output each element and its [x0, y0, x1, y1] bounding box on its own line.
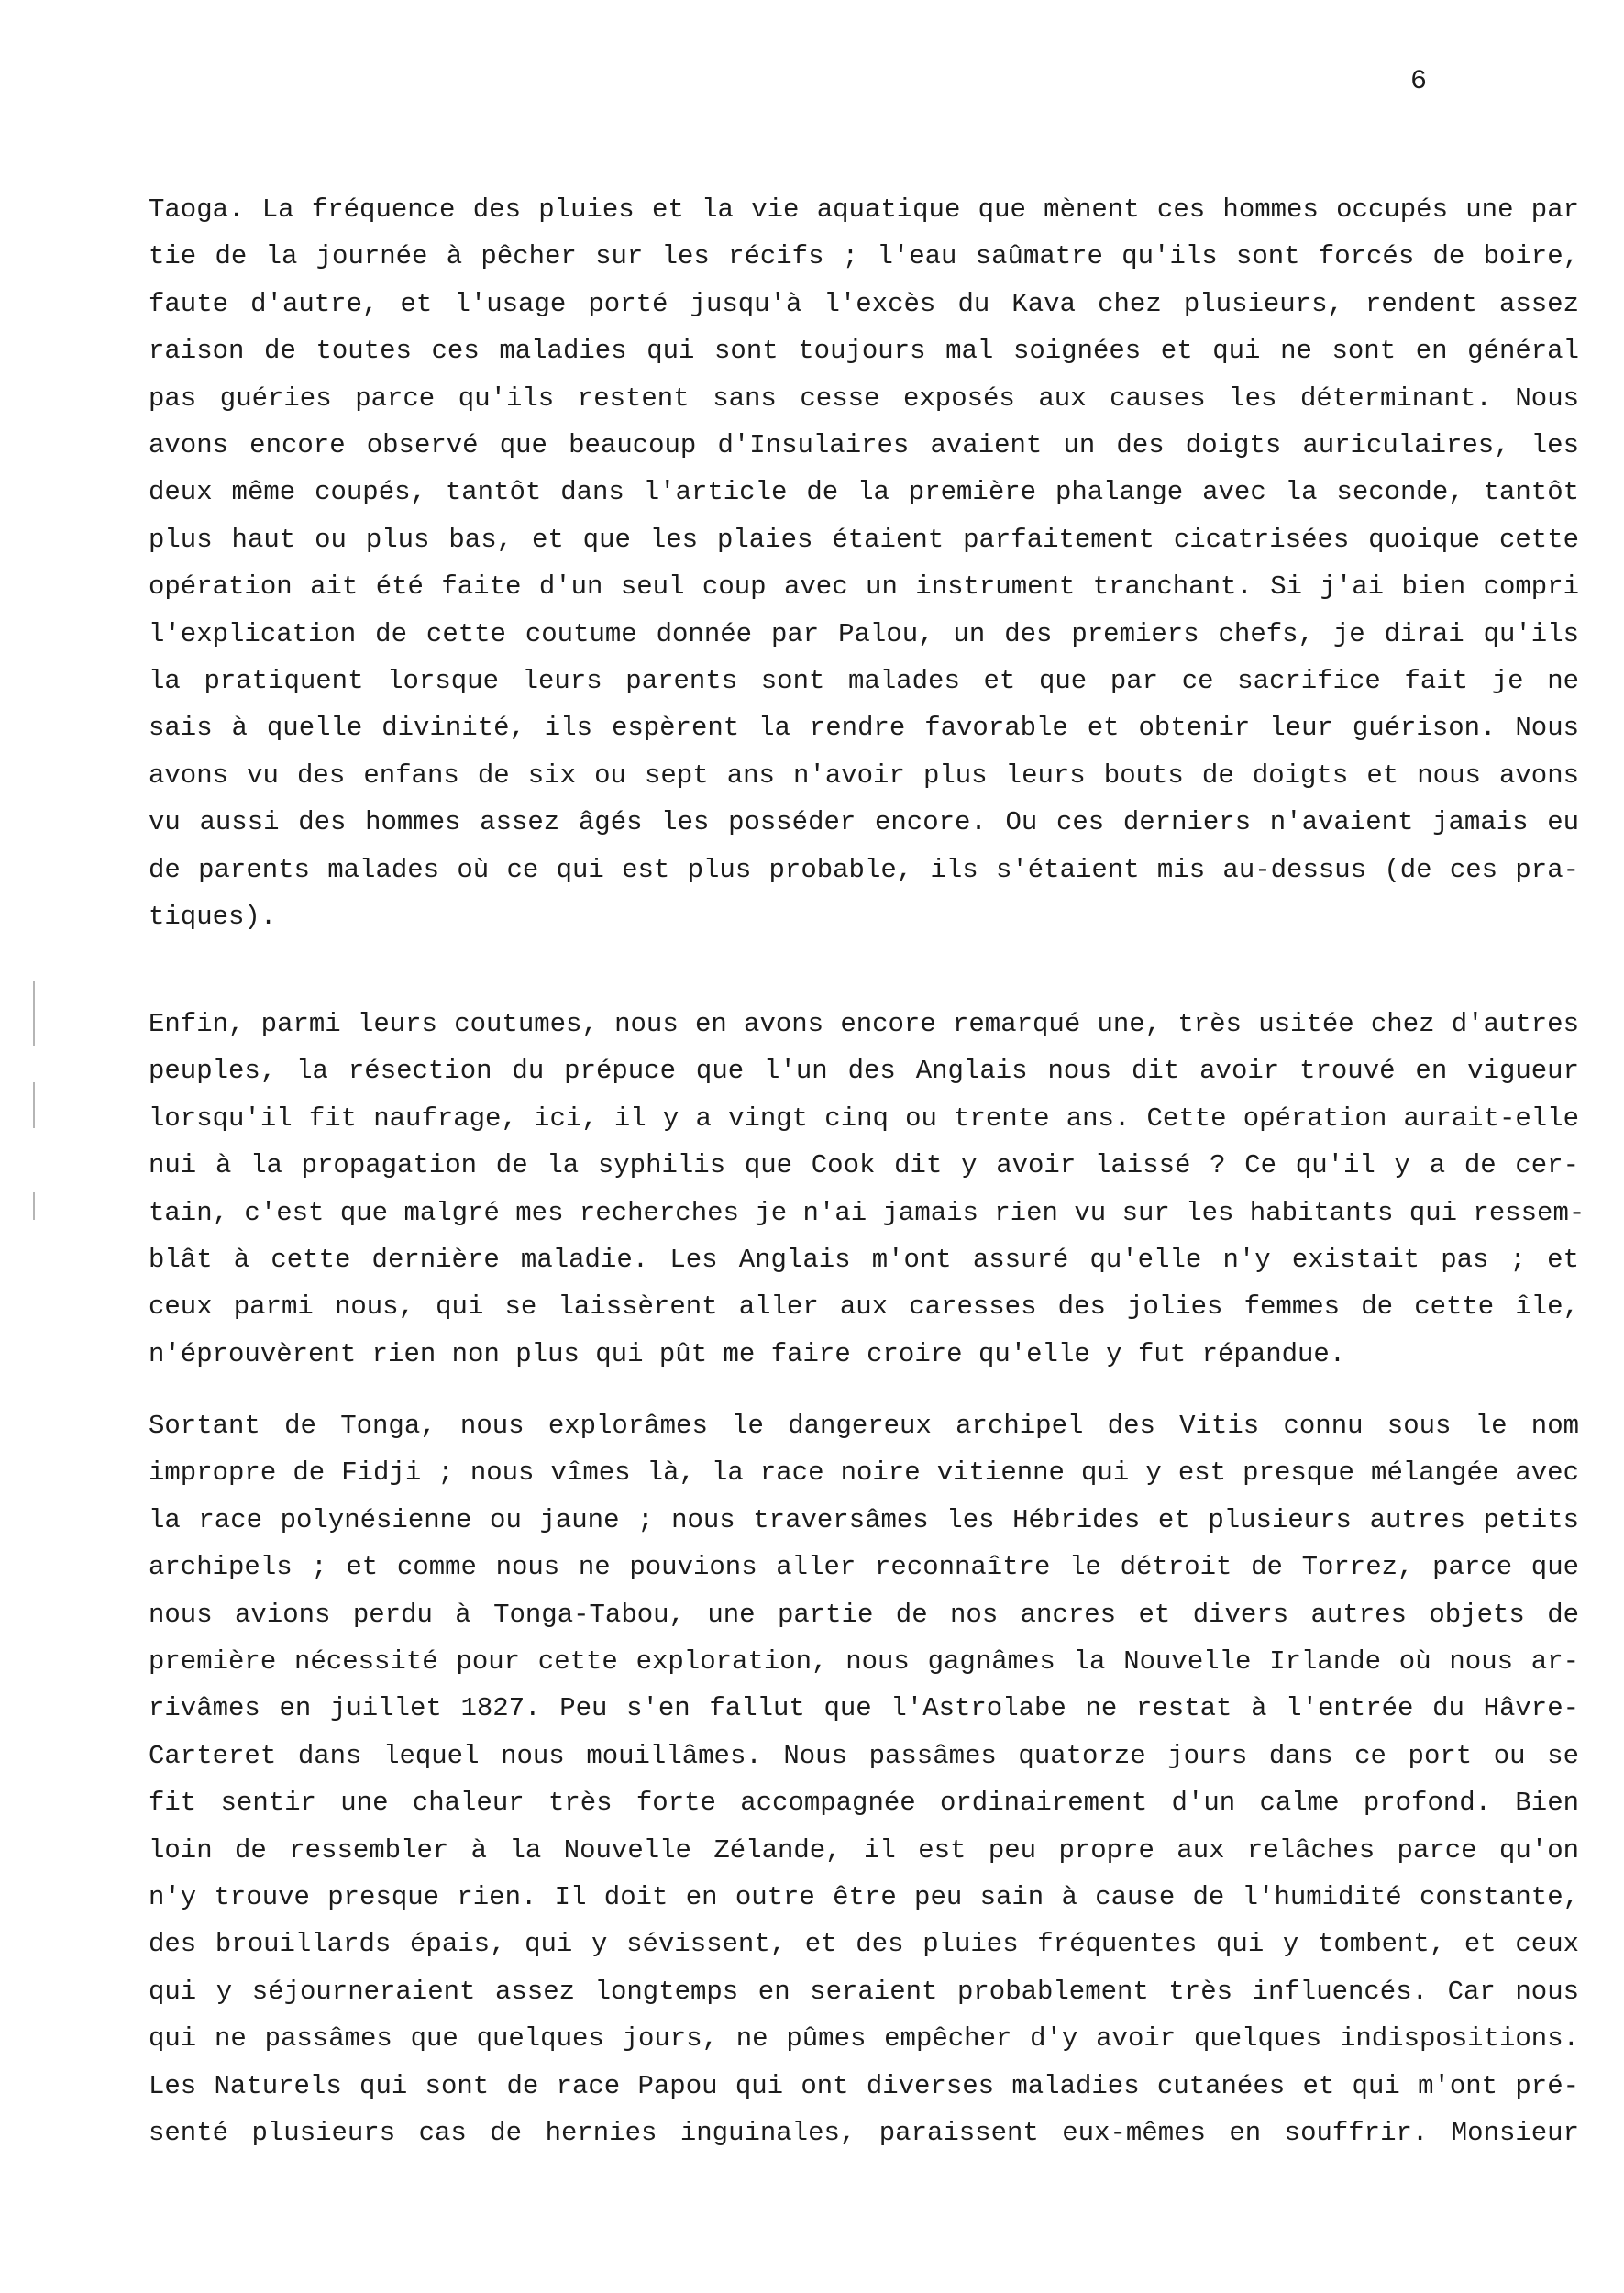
text-line: peuples, la résection du prépuce que l'un des Anglais nous dit avoir trouvé en vigueur: [149, 1056, 1579, 1087]
text-line: pas guéries parce qu'ils restent sans cesse exposés aux causes les déterminant. Nous: [149, 382, 1579, 414]
text-line: plus haut ou plus bas, et que les plaies étaient parfaitement cicatrisées quoique cette: [149, 524, 1579, 555]
text-line: n'éprouvèrent rien non plus qui pût me faire croire qu'elle y fut répandue.: [149, 1338, 1346, 1369]
scan-margin-mark: [33, 1082, 35, 1128]
text-line: vu aussi des hommes assez âgés les posséder encore. Ou ces derniers n'avaient jamais eu: [149, 807, 1579, 838]
text-line: première nécessité pour cette exploration, nous gagnâmes la Nouvelle Irlande où nous ar-: [149, 1646, 1579, 1678]
text-line: tiques).: [149, 902, 277, 933]
text-line: deux même coupés, tantôt dans l'article de la première phalange avec la seconde, tantôt: [149, 477, 1579, 508]
text-line: tain, c'est que malgré mes recherches je n'ai jamais rien vu sur les habitants qui ressem-: [149, 1197, 1585, 1228]
text-line: qui y séjourneraient assez longtemps en seraient probablement très influencés. Car nous: [149, 1976, 1579, 2007]
text-line: Les Naturels qui sont de race Papou qui ont diverses maladies cutanées et qui m'ont pré-: [149, 2070, 1579, 2101]
text-line: nui à la propagation de la syphilis que Cook dit y avoir laissé ? Ce qu'il y a de cer-: [149, 1150, 1579, 1181]
text-line: avons vu des enfans de six ou sept ans n'avoir plus leurs bouts de doigts et nous avons: [149, 759, 1579, 791]
paragraph-2: [149, 1001, 1585, 1378]
text-line: des brouillards épais, qui y sévissent, et des pluies fréquentes qui y tombent, et ceux: [149, 1929, 1579, 1960]
text-line: nous avions perdu à Tonga-Tabou, une partie de nos ancres et divers autres objets de: [149, 1599, 1579, 1630]
text-line: l'explication de cette coutume donnée par Palou, un des premiers chefs, je dirai qu'ils: [149, 618, 1579, 649]
text-line: senté plusieurs cas de hernies inguinales, paraissent eux-mêmes en souffrir. Monsieur: [149, 2118, 1579, 2149]
text-line: avons encore observé que beaucoup d'Insulaires avaient un des doigts auriculaires, les: [149, 430, 1579, 461]
text-line: Taoga. La fréquence des pluies et la vie aquatique que mènent ces hommes occupés une par: [149, 194, 1579, 225]
text-line: n'y trouve presque rien. Il doit en outre être peu sain à cause de l'humidité constante,: [149, 1882, 1579, 1913]
text-line: fit sentir une chaleur très forte accompagnée ordinairement d'un calme profond. Bien: [149, 1788, 1579, 1819]
text-line: lorsqu'il fit naufrage, ici, il y a vingt cinq ou trente ans. Cette opération aurait-elle: [149, 1102, 1579, 1134]
text-line: rivâmes en juillet 1827. Peu s'en fallut que l'Astrolabe ne restat à l'entrée du Hâvre-: [149, 1693, 1579, 1724]
text-line: la pratiquent lorsque leurs parents sont malades et que par ce sacrifice fait je ne: [149, 666, 1579, 697]
scan-margin-mark: [33, 981, 35, 1046]
text-line: opération ait été faite d'un seul coup avec un instrument tranchant. Si j'ai bien compri: [149, 571, 1579, 603]
text-line: raison de toutes ces maladies qui sont toujours mal soignées et qui ne sont en général: [149, 336, 1579, 367]
text-line: sais à quelle divinité, ils espèrent la rendre favorable et obtenir leur guérison. Nous: [149, 713, 1579, 744]
text-line: archipels ; et comme nous ne pouvions aller reconnaître le détroit de Torrez, parce que: [149, 1552, 1579, 1583]
text-line: ceux parmi nous, qui se laissèrent aller aux caresses des jolies femmes de cette île,: [149, 1291, 1579, 1323]
text-line: Enfin, parmi leurs coutumes, nous en avons encore remarqué une, très usitée chez d'autres: [149, 1009, 1579, 1039]
text-line: impropre de Fidji ; nous vîmes là, la race noire vitienne qui y est presque mélangée avec: [149, 1457, 1579, 1489]
scan-margin-mark: [33, 1192, 35, 1220]
text-line: qui ne passâmes que quelques jours, ne pûmes empêcher d'y avoir quelques indispositions.: [149, 2023, 1579, 2055]
text-line: blât à cette dernière maladie. Les Anglais m'ont assuré qu'elle n'y existait pas ; et: [149, 1245, 1579, 1276]
text-line: Carteret dans lequel nous mouillâmes. Nous passâmes quatorze jours dans ce port ou se: [149, 1740, 1579, 1771]
text-line: loin de ressembler à la Nouvelle Zélande, il est peu propre aux relâches parce qu'on: [149, 1834, 1579, 1866]
text-line: la race polynésienne ou jaune ; nous traversâmes les Hébrides et plusieurs autres petits: [149, 1504, 1579, 1535]
paragraph-3: [149, 1402, 1579, 2157]
paragraph-1: [149, 186, 1579, 941]
text-line: tie de la journée à pêcher sur les récifs ; l'eau saûmatre qu'ils sont forcés de boire,: [149, 241, 1579, 272]
text-line: de parents malades où ce qui est plus probable, ils s'étaient mis au-dessus (de ces pra-: [149, 854, 1579, 885]
text-line: faute d'autre, et l'usage porté jusqu'à l'excès du Kava chez plusieurs, rendent assez: [149, 288, 1579, 319]
page-number: 6: [1410, 66, 1428, 97]
text-line: Sortant de Tonga, nous explorâmes le dangereux archipel des Vitis connu sous le nom: [149, 1411, 1579, 1441]
